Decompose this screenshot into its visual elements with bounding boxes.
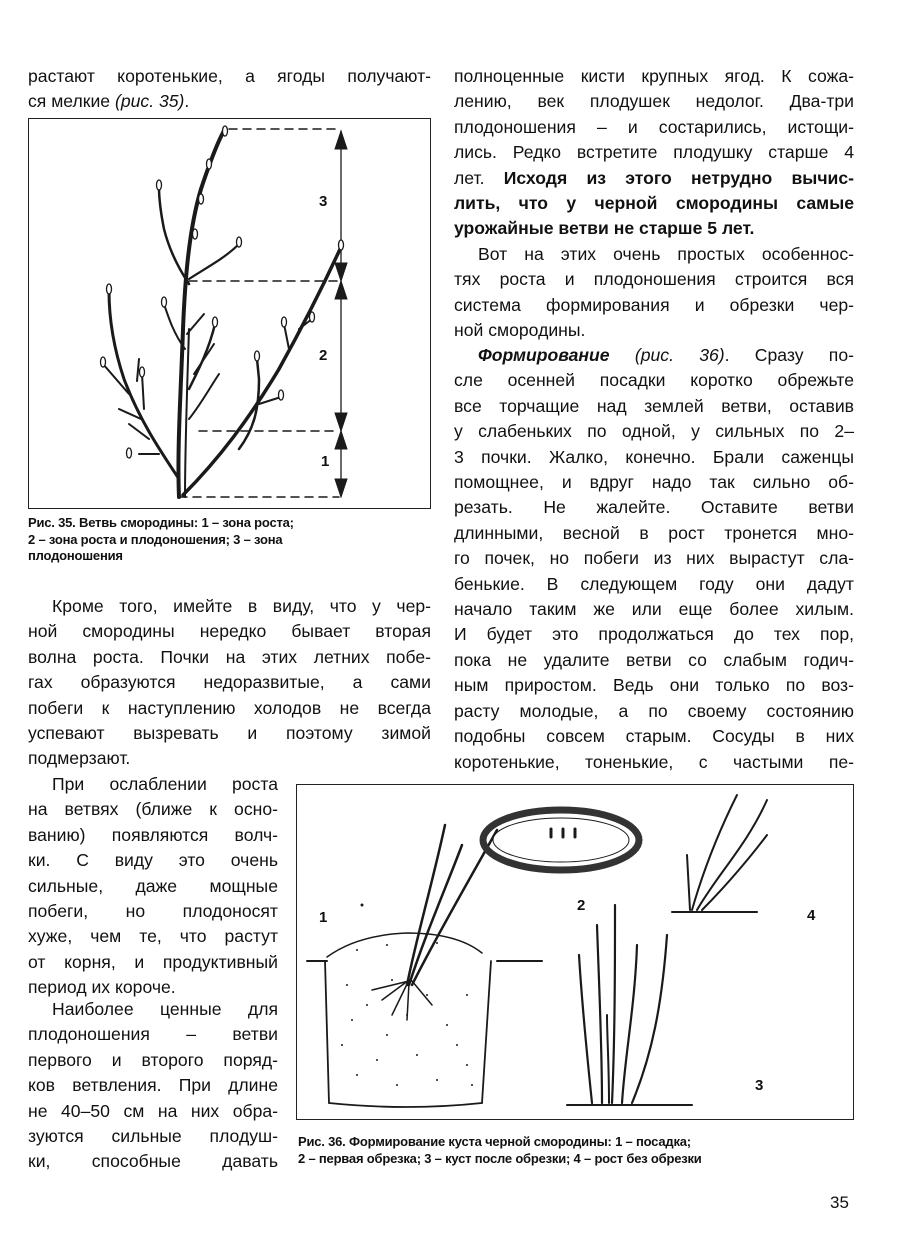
caption-line: плодоношения: [28, 548, 123, 563]
text-line: го почек, но побеги из них вырастут сла-: [454, 548, 854, 569]
text-line: сле осенней посадки коротко обрежьте: [454, 370, 854, 391]
text-line: ки, способные давать: [28, 1151, 278, 1172]
figure-36-caption: [298, 1134, 868, 1167]
text-line: ков ветвления. При длине: [28, 1075, 278, 1096]
text-line: Формирование (рис. 36). Сразу по-: [478, 345, 854, 365]
text-line: успевают вызревать и поэтому зимой: [28, 723, 431, 744]
caption-line: Рис. 35. Ветвь смородины: 1 – зона роста;: [28, 515, 294, 530]
bush-forming-drawing: [297, 785, 855, 1121]
panel-label-3: 3: [755, 1077, 764, 1094]
left-para-valuable-branches: [28, 997, 278, 1175]
text-line: не 40–50 см на них обра-: [28, 1100, 278, 1121]
text-line: Кроме того, имейте в виду, что у чер-: [52, 596, 431, 616]
text-line: все торчащие над землей ветви, оставив: [454, 395, 854, 416]
currant-branch-drawing: [29, 119, 432, 510]
text-line: лись. Редко встретите плодушку старше 4: [454, 142, 854, 163]
text-line: помощнее, и вдруг надо так сильно об-: [454, 472, 854, 493]
text-line: гах образуются недоразвитые, а сами: [28, 672, 431, 693]
page-number: 35: [830, 1193, 849, 1212]
text-line: зуются сильные плодуш-: [28, 1126, 278, 1147]
figure-reference: (рис. 35): [114, 91, 185, 112]
text-line: И будет это продолжаться до тех пор,: [454, 624, 854, 645]
text-line: побеги к наступлению холодов не всегда: [28, 697, 431, 718]
text-line: ванию) появляются волч-: [28, 824, 278, 845]
section-heading-forming: Формирование: [478, 345, 610, 365]
text-line: полноценные кисти крупных ягод. К сожа-: [454, 66, 854, 86]
text-line: длинными, весной в рост тронется мно-: [454, 522, 854, 543]
text-line: на ветвях (ближе к осно-: [28, 799, 278, 820]
text-line: система формирования и обрезки чер-: [454, 294, 854, 315]
caption-line: 2 – зона роста и плодоношения; 3 – зона: [28, 531, 283, 547]
right-para-forming: [454, 343, 854, 775]
caption-line: Рис. 36. Формирование куста черной смородины: 1 – посадка;: [298, 1134, 691, 1149]
text-line: Наиболее ценные для: [52, 999, 278, 1019]
left-para-second-wave: [28, 594, 431, 772]
text-line: у слабеньких по одной, у сильных по 2–: [454, 421, 854, 442]
text-line: волна роста. Почки на этих летних побе-: [28, 646, 431, 667]
figure-36-bush-forming-illustration: [296, 784, 854, 1120]
text-line: от корня, и продуктивный: [28, 951, 278, 972]
text-line: бенькие. В следующем году они дадут: [454, 573, 854, 594]
text-line: первого и второго поряд-: [28, 1049, 278, 1070]
text-line: плодоношения – и состарились, истощи-: [454, 116, 854, 137]
emphasis-line: лить, что у черной смородины самые: [454, 193, 854, 214]
text-line: побеги, но плодоносят: [28, 901, 278, 922]
text-line: резать. Не жалейте. Оставите ветви: [454, 497, 854, 518]
text-line: При ослаблении роста: [52, 774, 278, 794]
text-line: лет. Исходя из этого нетрудно вычис-: [454, 167, 855, 188]
text-line: ся мелкие (рис. 35).: [28, 91, 190, 112]
right-para-fruiting-spurs: [454, 64, 854, 242]
emphasis-text: Исходя из этого нетрудно вычис-: [503, 167, 855, 188]
text-line: тях роста и плодоношения строится вся: [454, 269, 854, 290]
text-line: период их короче.: [28, 977, 176, 998]
text-line: сильные, даже мощные: [28, 875, 278, 896]
text-line: подобны совсем старым. Сосуды в них: [454, 726, 854, 747]
text-line: расту молодые, а по своему состоянию: [454, 700, 854, 721]
panel-label-2: 2: [577, 897, 586, 914]
figure-35-caption: [28, 515, 431, 565]
zone-label-2: 2: [319, 347, 328, 364]
text-line: коротенькие, тоненькие, с частыми пе-: [454, 751, 854, 772]
text-line: 3 почки. Жалко, конечно. Брали саженцы: [454, 446, 854, 467]
text-line: хуже, чем те, что растут: [28, 926, 278, 947]
emphasis-line: урожайные ветви не старше 5 лет.: [454, 218, 755, 239]
zone-label-3: 3: [319, 193, 328, 210]
panel-label-4: 4: [807, 907, 816, 924]
text-line: растают коротенькие, а ягоды получают-: [28, 66, 431, 86]
left-para-top: [28, 64, 431, 115]
text-line: лению, век плодушек недолог. Два-три: [454, 91, 854, 112]
text-line: начало таким же или еще более хилым.: [454, 599, 854, 620]
figure-35-branch-illustration: [28, 118, 431, 509]
figure-reference: (рис. 36): [609, 345, 725, 365]
zone-label-1: 1: [321, 453, 330, 470]
text-line: ной смородины нередко бывает вторая: [28, 621, 431, 642]
panel-label-1: 1: [319, 909, 328, 926]
text-line: плодоношения – ветви: [28, 1024, 278, 1045]
text-line: ки. С виду это очень: [28, 850, 278, 871]
text-line: пока не удалите ветви со слабым годич-: [454, 649, 854, 670]
left-para-water-shoots: [28, 772, 278, 1001]
text-line: ной смородины.: [454, 320, 586, 341]
text-line: подмерзают.: [28, 748, 131, 769]
caption-line: 2 – первая обрезка; 3 – куст после обрезки; 4 – рост без обрезки: [298, 1150, 702, 1166]
text-line: ным приростом. Ведь они только по воз-: [454, 675, 854, 696]
right-para-system: [454, 242, 854, 344]
text-line: Вот на этих очень простых особеннос-: [478, 244, 854, 264]
